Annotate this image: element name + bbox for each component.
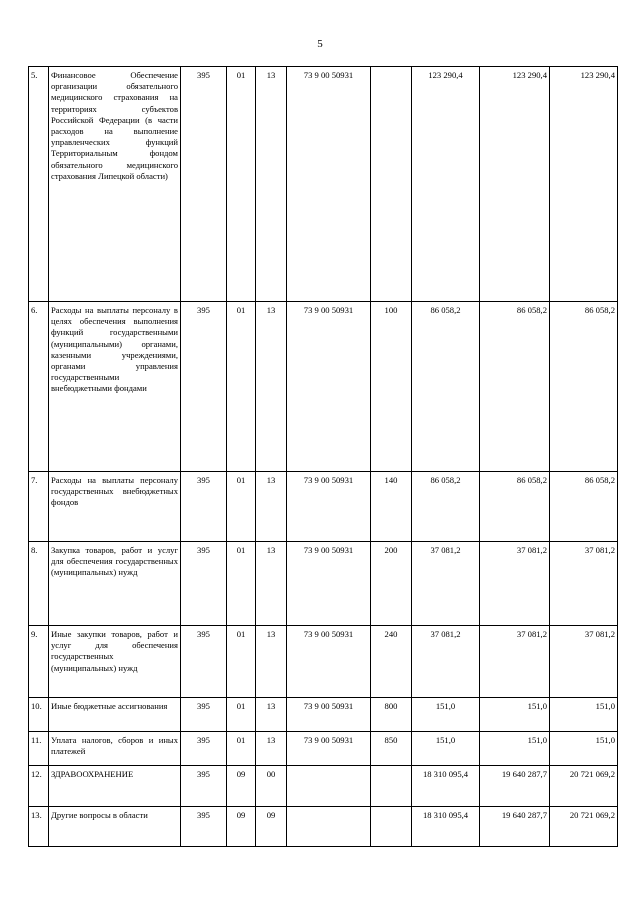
row-number: 7. — [29, 472, 49, 542]
row-csr-code: 73 9 00 50931 — [287, 472, 371, 542]
row-gr-code: 395 — [181, 766, 227, 807]
row-vr-code: 100 — [371, 302, 412, 472]
row-name: Иные закупки товаров, работ и услуг для обеспечения государственных (муниципальных) нужд — [49, 626, 181, 698]
row-amount-year3: 20 721 069,2 — [550, 766, 618, 807]
row-pr-code: 13 — [256, 626, 287, 698]
row-vr-code: 200 — [371, 542, 412, 626]
row-name: Финансовое Обеспечение организации обязательного медицинского страхования на территориях субъектов Российской Федерации (в части расходов на выполнение управленческих функций Территориальным фондом обязательного медицинского страхования Липецкой области) — [49, 67, 181, 302]
row-number: 8. — [29, 542, 49, 626]
row-gr-code: 395 — [181, 542, 227, 626]
row-number: 10. — [29, 698, 49, 732]
row-amount-year1: 18 310 095,4 — [412, 807, 480, 847]
row-vr-code: 140 — [371, 472, 412, 542]
row-gr-code: 395 — [181, 698, 227, 732]
row-amount-year3: 86 058,2 — [550, 472, 618, 542]
row-amount-year2: 37 081,2 — [480, 542, 550, 626]
row-gr-code: 395 — [181, 67, 227, 302]
table-row — [29, 732, 618, 766]
row-gr-code: 395 — [181, 807, 227, 847]
row-amount-year2: 123 290,4 — [480, 67, 550, 302]
row-amount-year3: 37 081,2 — [550, 626, 618, 698]
row-rz-code: 01 — [227, 302, 256, 472]
row-pr-code: 13 — [256, 542, 287, 626]
row-rz-code: 01 — [227, 626, 256, 698]
row-gr-code: 395 — [181, 732, 227, 766]
row-vr-code — [371, 766, 412, 807]
row-csr-code — [287, 807, 371, 847]
row-pr-code: 09 — [256, 807, 287, 847]
row-name: Расходы на выплаты персоналу государственных внебюджетных фондов — [49, 472, 181, 542]
row-amount-year3: 151,0 — [550, 732, 618, 766]
row-number: 5. — [29, 67, 49, 302]
row-number: 13. — [29, 807, 49, 847]
table-row — [29, 542, 618, 626]
row-vr-code — [371, 807, 412, 847]
row-amount-year1: 123 290,4 — [412, 67, 480, 302]
row-amount-year2: 86 058,2 — [480, 472, 550, 542]
row-amount-year1: 151,0 — [412, 698, 480, 732]
row-amount-year2: 151,0 — [480, 698, 550, 732]
row-vr-code: 240 — [371, 626, 412, 698]
row-name: Иные бюджетные ассигнования — [49, 698, 181, 732]
table-row — [29, 698, 618, 732]
row-vr-code: 800 — [371, 698, 412, 732]
row-name: Расходы на выплаты персоналу в целях обеспечения выполнения функций государственными (муниципальными) органами, казенными учреждениями, органами управления государственными внебюджетными фондами — [49, 302, 181, 472]
row-csr-code: 73 9 00 50931 — [287, 302, 371, 472]
row-pr-code: 13 — [256, 472, 287, 542]
row-name: ЗДРАВООХРАНЕНИЕ — [49, 766, 181, 807]
row-amount-year2: 86 058,2 — [480, 302, 550, 472]
row-name: Закупка товаров, работ и услуг для обеспечения государственных (муниципальных) нужд — [49, 542, 181, 626]
row-rz-code: 01 — [227, 732, 256, 766]
row-gr-code: 395 — [181, 626, 227, 698]
row-csr-code: 73 9 00 50931 — [287, 732, 371, 766]
row-csr-code: 73 9 00 50931 — [287, 698, 371, 732]
row-amount-year3: 37 081,2 — [550, 542, 618, 626]
row-amount-year3: 86 058,2 — [550, 302, 618, 472]
row-gr-code: 395 — [181, 302, 227, 472]
row-pr-code: 13 — [256, 732, 287, 766]
table-row — [29, 302, 618, 472]
row-amount-year2: 19 640 287,7 — [480, 766, 550, 807]
row-amount-year2: 151,0 — [480, 732, 550, 766]
row-amount-year3: 20 721 069,2 — [550, 807, 618, 847]
row-amount-year1: 37 081,2 — [412, 626, 480, 698]
row-csr-code: 73 9 00 50931 — [287, 542, 371, 626]
row-pr-code: 00 — [256, 766, 287, 807]
row-csr-code — [287, 766, 371, 807]
row-pr-code: 13 — [256, 698, 287, 732]
row-amount-year1: 151,0 — [412, 732, 480, 766]
row-rz-code: 01 — [227, 67, 256, 302]
row-number: 9. — [29, 626, 49, 698]
row-csr-code: 73 9 00 50931 — [287, 626, 371, 698]
row-number: 11. — [29, 732, 49, 766]
row-amount-year3: 151,0 — [550, 698, 618, 732]
row-number: 6. — [29, 302, 49, 472]
row-rz-code: 01 — [227, 472, 256, 542]
table-row — [29, 626, 618, 698]
row-number: 12. — [29, 766, 49, 807]
row-amount-year1: 18 310 095,4 — [412, 766, 480, 807]
row-vr-code: 850 — [371, 732, 412, 766]
table-row — [29, 766, 618, 807]
row-gr-code: 395 — [181, 472, 227, 542]
budget-table — [28, 66, 618, 847]
table-row — [29, 67, 618, 302]
row-rz-code: 01 — [227, 698, 256, 732]
row-rz-code: 09 — [227, 766, 256, 807]
row-amount-year1: 86 058,2 — [412, 472, 480, 542]
page-number: 5 — [317, 38, 323, 50]
row-csr-code: 73 9 00 50931 — [287, 67, 371, 302]
row-amount-year1: 86 058,2 — [412, 302, 480, 472]
row-amount-year2: 37 081,2 — [480, 626, 550, 698]
row-amount-year3: 123 290,4 — [550, 67, 618, 302]
table-row — [29, 472, 618, 542]
row-name: Другие вопросы в области — [49, 807, 181, 847]
row-rz-code: 01 — [227, 542, 256, 626]
row-amount-year2: 19 640 287,7 — [480, 807, 550, 847]
row-amount-year1: 37 081,2 — [412, 542, 480, 626]
table-row — [29, 807, 618, 847]
row-rz-code: 09 — [227, 807, 256, 847]
row-vr-code — [371, 67, 412, 302]
row-pr-code: 13 — [256, 302, 287, 472]
row-name: Уплата налогов, сборов и иных платежей — [49, 732, 181, 766]
row-pr-code: 13 — [256, 67, 287, 302]
